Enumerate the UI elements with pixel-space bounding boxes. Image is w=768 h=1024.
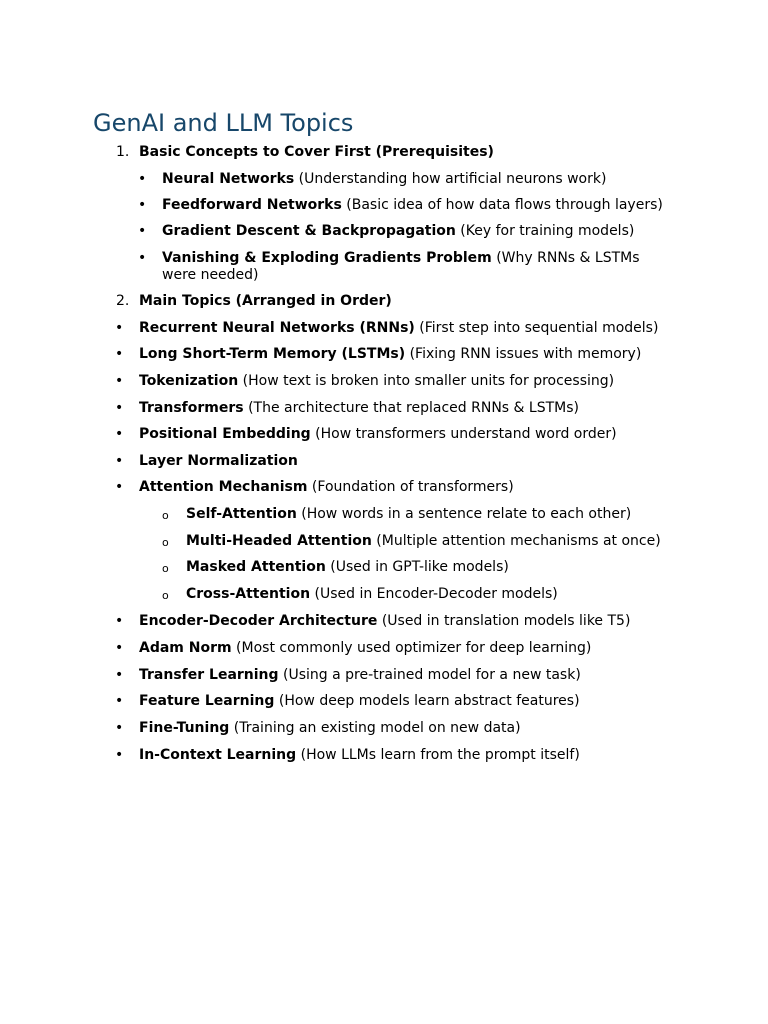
list-item-term: Positional Embedding — [139, 426, 311, 442]
list-item — [139, 720, 521, 737]
list-item-term: Tokenization — [139, 373, 239, 389]
list-item-description: (How deep models learn abstract features) — [278, 693, 580, 709]
list-item-description: (Understanding how artificial neurons work) — [298, 171, 607, 187]
list-item-term: Layer Normalization — [139, 453, 298, 469]
list-item-description: (Foundation of transformers) — [311, 479, 514, 495]
sub-list-item-description: (Used in GPT-like models) — [330, 559, 509, 575]
list-item-term: Vanishing & Exploding Gradients Problem — [162, 250, 492, 266]
list-item-description: (Why RNNs & LSTMs were needed) — [162, 250, 640, 283]
list-item-term: Long Short-Term Memory (LSTMs) — [139, 346, 406, 362]
section-heading — [139, 293, 392, 310]
section-heading-text: Basic Concepts to Cover First (Prerequisites) — [139, 144, 494, 160]
sub-list-item — [186, 533, 661, 550]
list-item-description: (Using a pre-trained model for a new task) — [283, 667, 581, 683]
bullet-marker: • — [115, 453, 124, 469]
bullet-marker: • — [115, 667, 124, 683]
sub-list-item-description: (Multiple attention mechanisms at once) — [376, 533, 661, 549]
list-item-description: (How transformers understand word order) — [315, 426, 617, 442]
list-item-description: (How LLMs learn from the prompt itself) — [300, 747, 580, 763]
list-item-description: (Basic idea of how data flows through layers) — [346, 197, 663, 213]
list-item — [162, 223, 634, 240]
list-item — [139, 426, 617, 443]
list-item-description: (First step into sequential models) — [419, 320, 659, 336]
list-item — [139, 346, 641, 363]
list-item — [139, 747, 580, 764]
list-item-term: Neural Networks — [162, 171, 295, 187]
list-item-description: (The architecture that replaced RNNs & LSTMs) — [248, 400, 579, 416]
list-item-term: In-Context Learning — [139, 747, 297, 763]
list-item-term: Transfer Learning — [139, 667, 279, 683]
list-item — [139, 667, 581, 684]
bullet-marker: • — [115, 479, 124, 495]
list-item — [139, 479, 514, 496]
list-item-term: Fine-Tuning — [139, 720, 230, 736]
list-item-term: Gradient Descent & Backpropagation — [162, 223, 456, 239]
bullet-marker: • — [115, 320, 124, 336]
list-item — [139, 693, 580, 710]
bullet-marker: • — [115, 400, 124, 416]
bullet-marker: • — [115, 747, 124, 763]
list-item — [162, 171, 606, 188]
sub-list-item-term: Multi-Headed Attention — [186, 533, 372, 549]
list-item — [162, 250, 662, 284]
list-item-description: (Most commonly used optimizer for deep learning) — [236, 640, 592, 656]
bullet-marker: • — [138, 250, 147, 266]
sub-bullet-marker: o — [162, 562, 169, 575]
list-item-term: Feedforward Networks — [162, 197, 342, 213]
bullet-marker: • — [115, 640, 124, 656]
list-item-term: Attention Mechanism — [139, 479, 308, 495]
list-item-description: (Key for training models) — [460, 223, 635, 239]
section-number: 1. — [116, 144, 130, 160]
list-item — [139, 320, 658, 337]
list-item-term: Recurrent Neural Networks (RNNs) — [139, 320, 415, 336]
sub-list-item — [186, 559, 509, 576]
list-item — [139, 613, 630, 630]
bullet-marker: • — [115, 373, 124, 389]
list-item — [139, 373, 614, 390]
list-item — [139, 640, 591, 657]
bullet-marker: • — [115, 426, 124, 442]
sub-list-item — [186, 586, 558, 603]
sub-bullet-marker: o — [162, 536, 169, 549]
sub-list-item-term: Masked Attention — [186, 559, 326, 575]
section-heading — [139, 144, 494, 161]
bullet-marker: • — [115, 346, 124, 362]
list-item — [162, 197, 663, 214]
sub-list-item-term: Self-Attention — [186, 506, 297, 522]
bullet-marker: • — [138, 223, 147, 239]
list-item-description: (Used in translation models like T5) — [381, 613, 631, 629]
sub-list-item — [186, 506, 631, 523]
sub-bullet-marker: o — [162, 589, 169, 602]
section-number: 2. — [116, 293, 130, 309]
list-item — [139, 453, 298, 470]
section-heading-text: Main Topics (Arranged in Order) — [139, 293, 392, 309]
list-item-term: Transformers — [139, 400, 244, 416]
bullet-marker: • — [115, 613, 124, 629]
bullet-marker: • — [115, 693, 124, 709]
list-item-term: Adam Norm — [139, 640, 232, 656]
bullet-marker: • — [138, 197, 147, 213]
sub-list-item-description: (Used in Encoder-Decoder models) — [314, 586, 558, 602]
bullet-marker: • — [115, 720, 124, 736]
list-item-description: (How text is broken into smaller units for processing) — [242, 373, 615, 389]
sub-bullet-marker: o — [162, 509, 169, 522]
list-item — [139, 400, 579, 417]
sub-list-item-description: (How words in a sentence relate to each other) — [301, 506, 632, 522]
list-item-description: (Fixing RNN issues with memory) — [409, 346, 642, 362]
list-item-term: Encoder-Decoder Architecture — [139, 613, 378, 629]
list-item-description: (Training an existing model on new data) — [233, 720, 521, 736]
list-item-term: Feature Learning — [139, 693, 275, 709]
page-title: GenAI and LLM Topics — [93, 109, 354, 137]
sub-list-item-term: Cross-Attention — [186, 586, 311, 602]
bullet-marker: • — [138, 171, 147, 187]
